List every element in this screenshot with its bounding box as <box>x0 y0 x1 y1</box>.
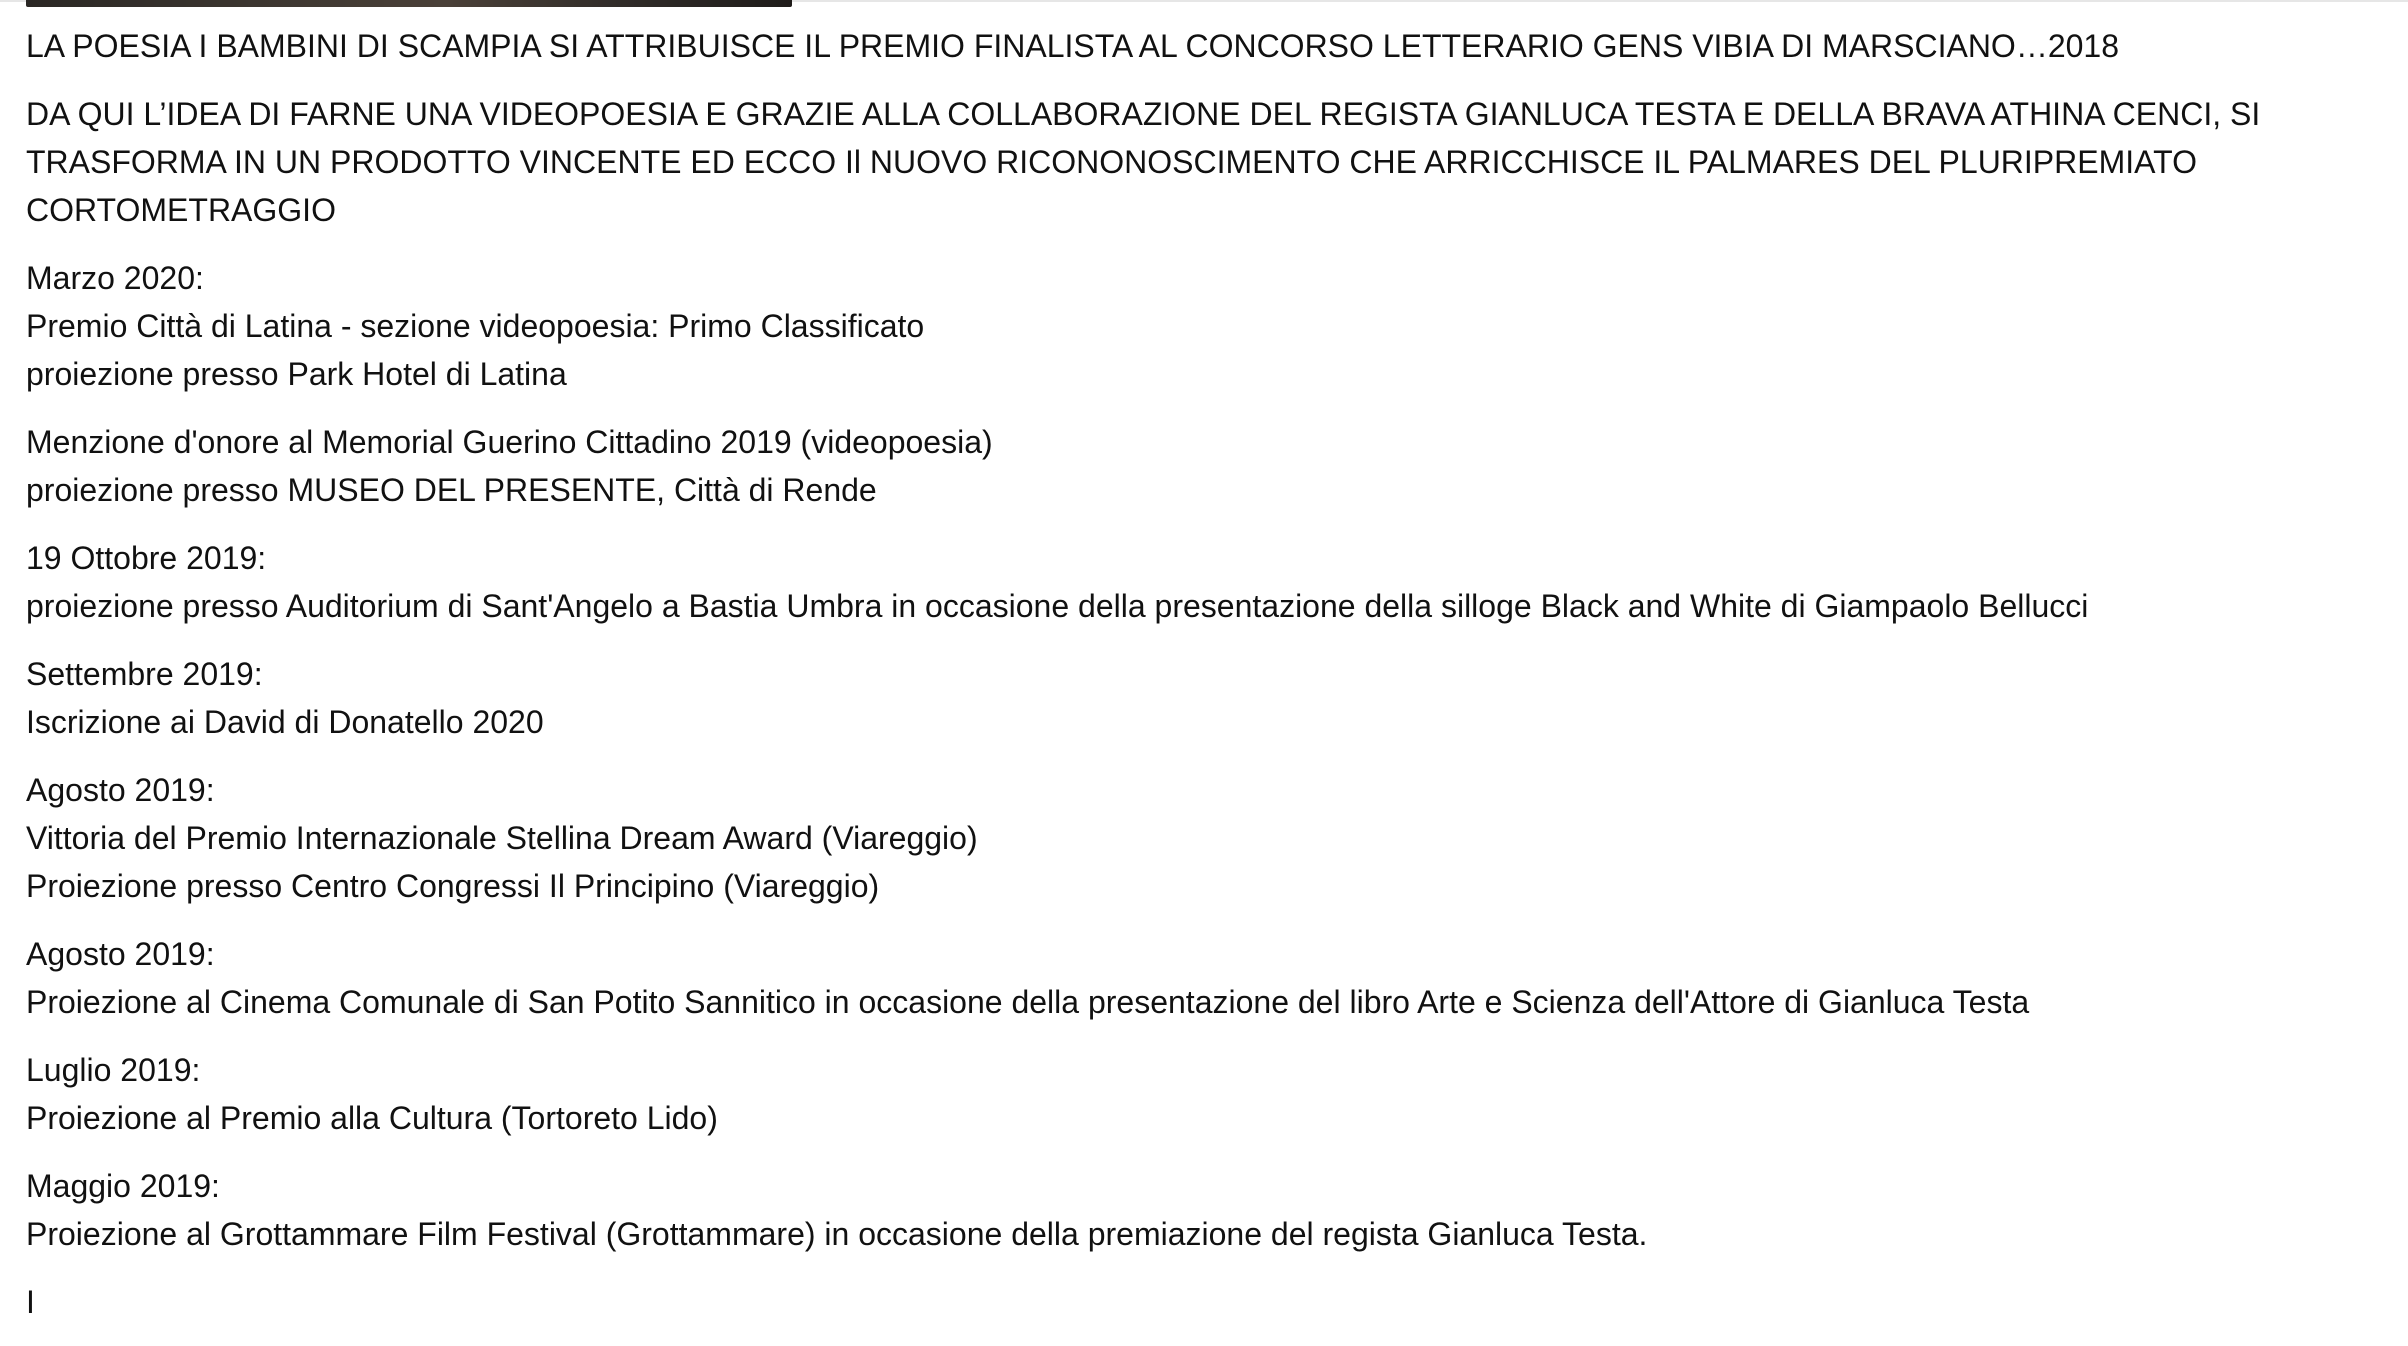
article-body <box>26 22 2366 1346</box>
entry-date: Settembre 2019: <box>26 656 263 692</box>
trailing-character: I <box>26 1284 35 1320</box>
entry-memorial <box>26 418 2366 514</box>
entry-line: Iscrizione ai David di Donatello 2020 <box>26 704 544 740</box>
entry-date: Marzo 2020: <box>26 260 204 296</box>
entry-line: proiezione presso MUSEO DEL PRESENTE, Città di Rende <box>26 472 877 508</box>
entry-line: Premio Città di Latina - sezione videopoesia: Primo Classificato <box>26 308 925 344</box>
entry-line: Proiezione al Premio alla Cultura (Tortoreto Lido) <box>26 1100 718 1136</box>
entry-line: Vittoria del Premio Internazionale Stellina Dream Award (Viareggio) <box>26 820 978 856</box>
entry-may-2019 <box>26 1162 2366 1258</box>
entry-line: Menzione d'onore al Memorial Guerino Cittadino 2019 (videopoesia) <box>26 424 993 460</box>
header-line: LA POESIA I BAMBINI DI SCAMPIA SI ATTRIBUISCE IL PREMIO FINALISTA AL CONCORSO LETTERARIO GENS VIBIA DI MARSCIANO…2018 <box>26 28 2119 64</box>
trailing-text <box>26 1278 2366 1326</box>
entry-line: Proiezione al Cinema Comunale di San Potito Sannitico in occasione della presentazione del libro Arte e Scienza dell'Attore di Gianluca Testa <box>26 984 2030 1020</box>
entry-august-2019-a <box>26 766 2366 910</box>
intro-paragraph: DA QUI L’IDEA DI FARNE UNA VIDEOPOESIA E GRAZIE ALLA COLLABORAZIONE DEL REGISTA GIANLUCA TESTA E DELLA BRAVA ATHINA CENCI, SI TRASFORMA IN UN PRODOTTO VINCENTE ED ECCO Il NUOVO RICONONOSCIMENTO CHE ARRICCHISCE IL PALMARES DEL PLURIPREMIATO CORTOMETRAGGIO <box>26 96 2261 228</box>
entry-line: proiezione presso Park Hotel di Latina <box>26 356 567 392</box>
entry-date: Agosto 2019: <box>26 936 215 972</box>
entries-list <box>26 254 2366 1258</box>
entry-october-2019 <box>26 534 2366 630</box>
entry-line: proiezione presso Auditorium di Sant'Angelo a Bastia Umbra in occasione della presentazione della silloge Black and White di Giampaolo Bellucci <box>26 588 2089 624</box>
entry-line: Proiezione al Grottammare Film Festival (Grottammare) in occasione della premiazione del regista Gianluca Testa. <box>26 1216 1648 1252</box>
entry-date: 19 Ottobre 2019: <box>26 540 267 576</box>
entry-july-2019 <box>26 1046 2366 1142</box>
entry-march-2020 <box>26 254 2366 398</box>
image-bottom-edge <box>26 0 792 7</box>
entry-august-2019-b <box>26 930 2366 1026</box>
entry-date: Maggio 2019: <box>26 1168 220 1204</box>
entry-date: Luglio 2019: <box>26 1052 201 1088</box>
entry-date: Agosto 2019: <box>26 772 215 808</box>
entry-september-2019 <box>26 650 2366 746</box>
entry-line: Proiezione presso Centro Congressi Il Principino (Viareggio) <box>26 868 880 904</box>
